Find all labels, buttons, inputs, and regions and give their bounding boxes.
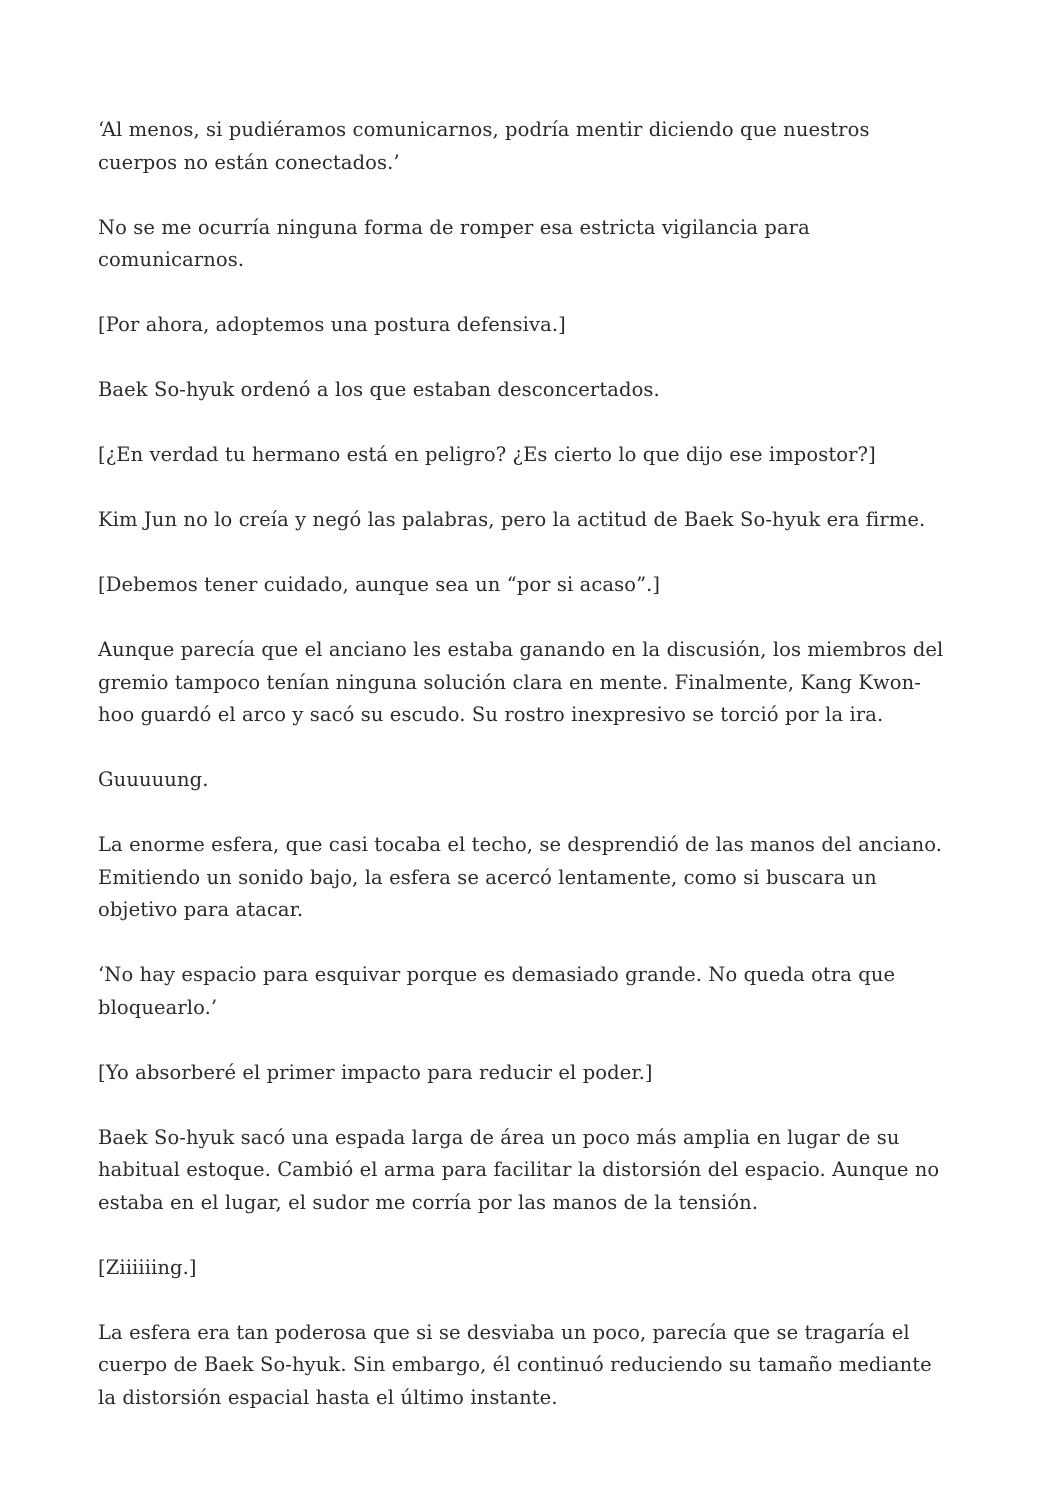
paragraph-7: [Debemos tener cuidado, aunque sea un “por si acaso”.] xyxy=(98,573,661,596)
paragraph-9: Guuuuung. xyxy=(98,768,209,791)
paragraph-3: [Por ahora, adoptemos una postura defensiva.] xyxy=(98,313,566,336)
paragraph-2: No se me ocurría ninguna forma de romper esa estricta vigilancia para comunicarnos. xyxy=(98,215,810,271)
paragraph-15: La esfera era tan poderosa que si se desviaba un poco, parecía que se tragaría el cuerpo de Baek So-hyuk. Sin embargo, él continuó reduciendo su tamaño mediante la distorsión espacial hasta el último instante. xyxy=(98,1320,932,1409)
paragraph-8: Aunque parecía que el anciano les estaba ganando en la discusión, los miembros del gremio tampoco tenían ninguna solución clara en mente. Finalmente, Kang Kwon-hoo guardó el arco y sacó su escudo. Su rostro inexpresivo se torció por la ira. xyxy=(98,638,944,726)
paragraph-10: La enorme esfera, que casi tocaba el techo, se desprendió de las manos del anciano. Emitiendo un sonido bajo, la esfera se acercó lentamente, como si buscara un objetivo para atacar. xyxy=(98,833,943,921)
paragraph-4: Baek So-hyuk ordenó a los que estaban desconcertados. xyxy=(98,378,660,401)
document-page xyxy=(98,114,944,1447)
paragraph-13: Baek So-hyuk sacó una espada larga de área un poco más amplia en lugar de su habitual estoque. Cambió el arma para facilitar la distorsión del espacio. Aunque no estaba en el lugar, el sudor me corría por las manos de la tensión. xyxy=(98,1125,940,1214)
paragraph-5: [¿En verdad tu hermano está en peligro? ¿Es cierto lo que dijo ese impostor?] xyxy=(98,443,876,466)
paragraph-11: ‘No hay espacio para esquivar porque es demasiado grande. No queda otra que bloquearlo.’ xyxy=(98,963,896,1019)
paragraph-1: ‘Al menos, si pudiéramos comunicarnos, podría mentir diciendo que nuestros cuerpos no están conectados.’ xyxy=(98,118,870,174)
paragraph-6: Kim Jun no lo creía y negó las palabras, pero la actitud de Baek So-hyuk era firme. xyxy=(98,508,926,531)
paragraph-12: [Yo absorberé el primer impacto para reducir el poder.] xyxy=(98,1060,653,1084)
paragraph-14: [Ziiiiiing.] xyxy=(98,1255,197,1279)
